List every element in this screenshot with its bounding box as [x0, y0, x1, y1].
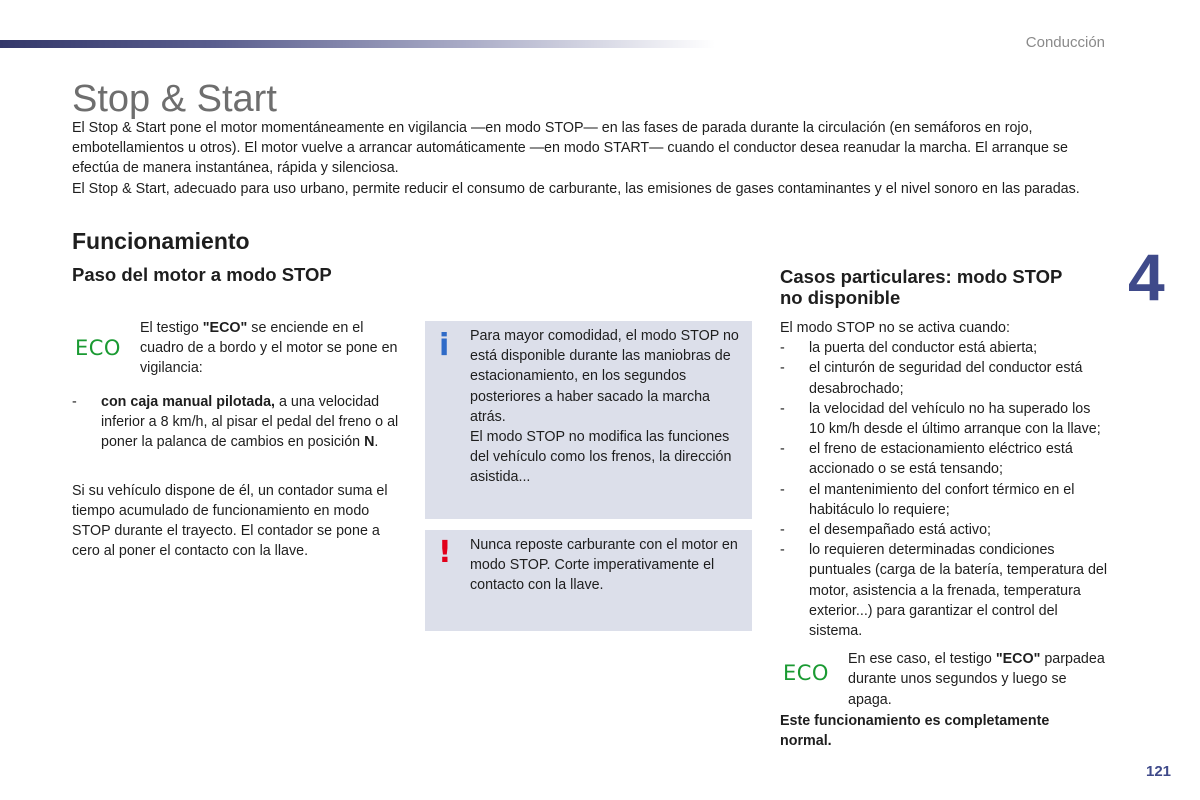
section-heading: Funcionamiento — [72, 228, 250, 254]
eco-indicator-text: El testigo "ECO" se enciende en el cuadro de a bordo y el motor se pone en vigilancia: — [140, 320, 398, 377]
header-gradient-bar — [0, 40, 715, 48]
left-heading: Paso del motor a modo STOP — [72, 264, 332, 285]
eco-indicator-block — [72, 318, 402, 378]
gearbox-condition-text: con caja manual pilotada, a una velocidad inferior a 8 km/h, al pisar el pedal del freno o al poner la palanca de cambios en posición N. — [101, 394, 399, 451]
warning-icon: ! — [438, 535, 452, 570]
info-note-box — [425, 321, 752, 519]
warning-note-box — [425, 530, 752, 631]
page-number: 121 — [1146, 763, 1172, 780]
right-intro: El modo STOP no se activa cuando: — [780, 320, 1010, 336]
info-icon: i — [439, 328, 450, 363]
counter-text: Si su vehículo dispone de él, un contador suma el tiempo acumulado de funcionamiento en modo STOP durante el trayecto. El contador se pone a cero al poner el contacto con la llave. — [72, 482, 388, 560]
closing-note: Este funcionamiento es completamente normal. — [780, 713, 1050, 750]
list-item: - la velocidad del vehículo no ha superado los 10 km/h desde el último arranque con la llave; — [780, 400, 1101, 438]
warning-note-text: Nunca reposte carburante con el motor en modo STOP. Corte imperativamente el contacto con la llave. — [470, 537, 738, 594]
list-item: - el cinturón de seguridad del conductor está desabrochado; — [780, 360, 1083, 397]
page-title: Stop & Start — [72, 78, 277, 120]
conditions-list — [780, 338, 1110, 641]
right-heading: Casos particulares: modo STOP no disponible — [780, 266, 1063, 308]
right-column — [780, 266, 1110, 752]
intro-text — [72, 118, 1112, 199]
section-label: Conducción — [1025, 34, 1105, 51]
info-note-text: Para mayor comodidad, el modo STOP no está disponible durante las maniobras de estacionamiento, en los segundos posteriores a haber sacado la marcha atrás. El modo STOP no modifica las funciones del vehículo como los frenos, la dirección asistida... — [470, 328, 739, 486]
list-item: - el freno de estacionamiento eléctrico está accionado o se está tensando; — [780, 441, 1073, 478]
eco-blinking-text: En ese caso, el testigo "ECO" parpadea durante unos segundos y luego se apaga. — [848, 651, 1105, 708]
eco-indicator-icon: ECO — [75, 336, 121, 360]
list-item: - el mantenimiento del confort térmico en el habitáculo lo requiere; — [780, 481, 1075, 518]
intro-paragraph: El Stop & Start, adecuado para uso urbano, permite reducir el consumo de carburante, las emisiones de gases contaminantes y el nivel sonoro en las paradas. — [72, 180, 1080, 197]
list-item: - lo requieren determinadas condiciones puntuales (carga de la batería, temperatura del motor, asistencia a la frenada, temperatura exterior...) para garantizar el control del sistema. — [780, 542, 1108, 640]
left-column — [72, 264, 402, 561]
list-item: - el desempañado está activo; — [780, 522, 992, 539]
list-item: - la puerta del conductor está abierta; — [780, 340, 1038, 357]
eco-indicator-icon: ECO — [783, 661, 829, 686]
intro-paragraph: El Stop & Start pone el motor momentáneamente en vigilancia —en modo STOP— en las fases de parada durante la circulación (en semáforos en rojo, embotellamientos u otros). El motor vuelve a arrancar automáticamente —en modo START— cuando el conductor desea reanudar la marcha. El arranque se efectúa de manera instantánea, rápida y silenciosa. — [72, 120, 1068, 177]
list-item: - con caja manual pilotada, a una velocidad inferior a 8 km/h, al pisar el pedal del freno o al poner la palanca de cambios en posición N. — [72, 392, 402, 453]
eco-blinking-block — [780, 649, 1110, 711]
chapter-number: 4 — [1128, 240, 1165, 314]
